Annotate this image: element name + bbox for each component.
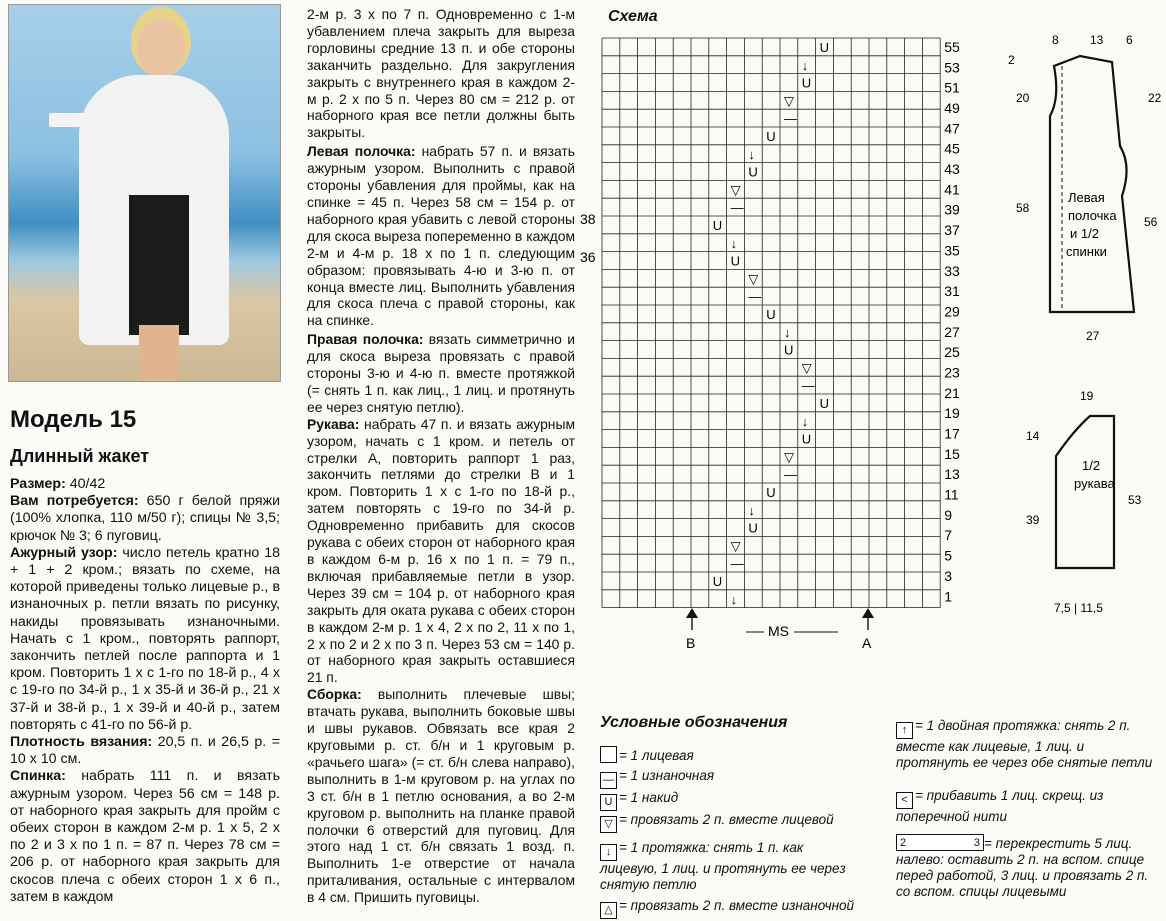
chart-stitch-symbol: U [766, 307, 776, 322]
chart-stitch-symbol: ▽ [730, 538, 741, 554]
pattern-paragraph: Ажурный узор: число петель кратно 18 + 1 + 2 кром.; вязать по схеме, на которой приведены только лицевые р., в изнаночных р. петли вязать по рисунку, накиды провязывать изнаночными. Начать с 1 кром., повторять раппорт, закончить петлей после раппорта и 1 кром. Повторить 1 х с 1-го по 18-й р., 4 х с 19-го по 34-й р., 1 х 35-й и 36-й р., 21 х 37-й и 38-й р., 1 х 39-й и 40-й р., затем повторять с 41-го по 56-й р. [10, 544, 281, 733]
row-label: 9 [944, 506, 952, 523]
sleeve-outline [1056, 416, 1114, 568]
front-shoulder-2: 2 [1008, 53, 1015, 67]
legend-cross: 2 3 = перекрестить 5 лиц. налево: оставить 2 п. на вспом. спице перед работой, 3 лиц. и провязать 2 п. со вспом. спицы лицевыми [896, 836, 1149, 899]
back-continued-paragraph: 2-м р. 3 х по 7 п. Одновременно с 1-м убавлением плеча закрыть для выреза горловины средние 13 п. и обе стороны заканчить раздельно. Для закругления закрыть с внутреннего края в каждом 2-м р. 2 х по 5 п. Через 80 см = 212 р. от наборного края все петли должны быть закрыты. [307, 6, 575, 141]
row-label: 19 [944, 405, 960, 422]
chart-stitch-symbol: U [730, 253, 740, 269]
chart-stitch-symbol: U [748, 520, 758, 536]
front-right-56: 56 [1144, 215, 1158, 229]
chart-stitch-symbol: ▽ [730, 182, 741, 198]
legend-k2tog: ▽ = провязать 2 п. вместе лицевой [600, 812, 834, 833]
row-label: 23 [944, 364, 960, 381]
row-label: 53 [944, 59, 960, 76]
sleeve-cap-14: 14 [1026, 429, 1040, 443]
legs-shape [139, 325, 179, 382]
front-label-1: Левая [1068, 190, 1105, 205]
chart-stitch-symbol: U [801, 431, 812, 447]
density-paragraph: Плотность вязания: 20,5 п. и 26,5 р. = 10 х 10 см. [10, 734, 280, 768]
row-label: 25 [944, 344, 960, 361]
row-label: 31 [944, 283, 960, 300]
sleeve-label-1: 1/2 [1082, 458, 1101, 473]
row-label-38: 38 [580, 211, 596, 227]
row-label: 27 [944, 323, 960, 340]
skirt-shape [129, 195, 189, 335]
sleeve-diagram [1010, 382, 1166, 622]
front-top-13: 13 [1090, 33, 1104, 47]
row-label: 39 [944, 201, 960, 218]
assembly-paragraph: Сборка: выполнить плечевые швы; втачать рукава, выполнить боковые швы и швы рукавов. Обвязать все края 2 круговыми р. ст. б/н и 1 круговым р. «рачьего шага» (= ст. б/н слева направо), выполнить в 1-м круговом р. на углах по 3 ст. б/н в 1 петлю основания, а во 2-м круговом р. выполнить на планке правой полочки 6 отверстий для пуговиц. Для этого над 1 ст. б/н связать 1 возд. п. Выполнить 1-е отверстие от начала приталивания, остальные с интервалом в 4 см. Пришить пуговицы. [307, 686, 575, 906]
increase-icon: < [896, 792, 913, 809]
sleeve-top-19: 19 [1080, 389, 1094, 403]
row-label: 21 [944, 384, 960, 401]
legend-purl: — = 1 изнаночная [600, 768, 714, 789]
row-label: 7 [944, 527, 952, 544]
sleeve-left-39: 39 [1026, 513, 1040, 527]
legend-p2tog: △ = провязать 2 п. вместе изнаночной [600, 898, 854, 919]
chart-stitch-symbol: — [730, 200, 744, 216]
arrow-a-head [862, 608, 874, 618]
legend-knit: = 1 лицевая [600, 746, 694, 764]
legend-title: Условные обозначения [600, 714, 788, 731]
chart-stitch-symbol: — [801, 378, 815, 394]
size-paragraph: Размер: 40/42 [10, 476, 106, 492]
chart-stitch-symbol: U [766, 129, 776, 144]
chart-stitch-symbol: U [819, 396, 829, 411]
model-subtitle: Длинный жакет [10, 446, 150, 466]
row-label: 13 [944, 466, 960, 483]
ssk-icon: ↓ [600, 844, 617, 861]
chart-grid [602, 38, 940, 608]
row-label: 17 [944, 425, 960, 442]
chart-stitch-symbol: ↓ [730, 591, 738, 607]
chart-stitch-symbol: ▽ [801, 360, 812, 376]
chart-stitch-symbol: ▽ [748, 271, 759, 287]
left-front-paragraph: Левая полочка: набрать 57 п. и вязать ажурным узором. Выполнить с правой стороны убавления для проймы, как на спинке = 45 п. Через 58 см = 154 р. от наборного края убавить с левой стороны для скоса выреза попеременно в каждом 2-м и 4-м р. 18 х по 1 п. следующим образом: провязывать 4-ю и 3-ю п. от конца вместе лиц. Выполнить убавления для скоса плеча с правой стороны, как на спинке. [307, 143, 575, 329]
cross-5-icon: 2 3 [896, 834, 984, 851]
sleeves-paragraph: Рукава: набрать 47 п. и вязать ажурным узором, начать с 1 кром. и петель от стрелки А, повторить раппорт 1 раз, закончить петлями до стрелки В и 1 кром. Повторить 1 х с 1-го по 18-й р., затем повторять с 19-го по 34-й р. Одновременно прибавить для скосов рукава с обеих сторон от наборного края в каждом 6-м р. 16 х по 1 п. = 79 п., включая прибавляемые петли в узор. Через 39 см = 104 р. от наборного края закрыть для оката рукава с обеих сторон в каждом 2-м р. 1 х 4, 2 х по 2, 11 х по 1, 2 х по 2 и 2 х по 3 п. Через 53 см = 140 р. от наборного края закрыть оставшиеся 21 п. [307, 415, 575, 686]
row-label: 3 [944, 567, 952, 584]
instructions-column-1 [10, 476, 280, 906]
front-bottom-27: 27 [1086, 329, 1100, 343]
chart-stitch-symbol: ↓ [748, 502, 755, 518]
sleeve-right-53: 53 [1128, 493, 1142, 507]
materials-paragraph: Вам потребуется: 650 г белой пряжи (100% хлопка, 110 м/50 г); спицы № 3,5; крючок № 3; 6 пуговиц. [10, 493, 280, 544]
chart-stitch-symbol: U [748, 164, 758, 180]
chart-stitch-symbol: — [784, 111, 797, 127]
knit-icon [600, 746, 617, 763]
chart-stitch-symbol: U [712, 574, 723, 589]
front-left-58: 58 [1016, 201, 1030, 215]
chart-stitch-symbol: U [766, 485, 776, 500]
schema-title: Схема [608, 8, 658, 25]
double-ssk-icon: ↑ [896, 722, 913, 739]
row-label: 51 [944, 79, 960, 96]
arrow-b-head [686, 608, 698, 618]
chart-stitch-symbol: ↓ [730, 235, 738, 251]
front-piece-diagram [1004, 26, 1166, 346]
chart-stitch-symbol: ▽ [784, 449, 794, 465]
right-front-paragraph: Правая полочка: вязать симметрично и для скоса выреза провязать с правой стороны 3-ю и 4-ю п. вместе протяжкой (= снять 1 п. как лиц., 1 лиц. и протянуть ее через снятую петлю). [307, 331, 575, 415]
chart-row-labels [944, 39, 960, 604]
ms-label: MS [768, 623, 789, 639]
row-label: 41 [944, 181, 960, 198]
row-label: 45 [944, 140, 960, 157]
front-top-8: 8 [1052, 33, 1059, 47]
arrow-b-label: B [686, 635, 696, 651]
front-outline [1050, 56, 1134, 312]
purl-icon: — [600, 772, 617, 789]
legend-yarnover: U = 1 накид [600, 790, 678, 811]
row-label: 29 [944, 303, 960, 320]
chart-symbols [713, 40, 829, 607]
back-paragraph: Спинка: набрать 111 п. и вязать ажурным узором. Через 56 см = 148 р. от наборного края закрыть для пройм с обеих сторон в каждом 2-м р. 1 х 5, 2 х по 2 и 3 х по 1 п. = 87 п. Через 78 см = 206 р. от наборного края закрыть для скосов плеча с обеих сторон 1 х 6 п., затем в каждом [10, 768, 280, 905]
row-label: 37 [944, 222, 960, 239]
sleeve-bottom: 7,5 | 11,5 [1054, 601, 1103, 615]
chart-stitch-symbol: U [819, 40, 829, 55]
chart-stitch-symbol: ↓ [784, 324, 791, 340]
row-label-36: 36 [580, 249, 596, 265]
chart-stitch-symbol: ↓ [801, 413, 809, 429]
chart-stitch-symbol: — [730, 556, 744, 572]
row-label: 55 [944, 39, 960, 55]
model-title: Модель 15 [10, 406, 137, 433]
model-photo [8, 4, 281, 382]
row-label: 11 [944, 486, 959, 503]
row-label: 35 [944, 242, 960, 259]
row-label: 15 [944, 445, 960, 462]
front-right-22: 22 [1148, 91, 1162, 105]
front-label-2: полочка [1068, 208, 1117, 223]
chart-stitch-symbol: ▽ [784, 93, 794, 109]
chart-stitch-symbol: — [748, 289, 762, 305]
row-label: 49 [944, 100, 960, 117]
front-label-4: спинки [1066, 244, 1107, 259]
front-label-3: и 1/2 [1070, 226, 1099, 241]
chart-stitch-symbol: U [784, 342, 794, 358]
legend-ssk: ↓ = 1 протяжка: снять 1 п. как лицевую, 1 лиц. и протянуть ее через снятую петлю [600, 840, 846, 892]
k2tog-icon: ▽ [600, 816, 617, 833]
legend-increase: < = прибавить 1 лиц. скрещ. из поперечной нити [896, 788, 1104, 824]
row-label: 33 [944, 262, 960, 279]
row-label: 5 [944, 547, 952, 564]
chart-stitch-symbol: U [712, 218, 723, 233]
row-label: 43 [944, 161, 960, 178]
chart-stitch-symbol: ↓ [748, 146, 755, 162]
model-head [137, 19, 185, 77]
p2tog-icon: △ [600, 902, 617, 919]
knitting-chart [578, 28, 998, 658]
sleeve-label-2: рукава [1074, 476, 1115, 491]
chart-stitch-symbol: ↓ [801, 57, 809, 73]
front-left-20: 20 [1016, 91, 1030, 105]
legend-double-ssk: ↑ = 1 двойная протяжка: снять 2 п. вместе как лицевые, 1 лиц. и протянуть ее через обе снятые петли [896, 718, 1153, 770]
row-label: 47 [944, 120, 960, 137]
instructions-column-2 [307, 6, 575, 906]
chart-stitch-symbol: U [801, 75, 812, 91]
front-top-6: 6 [1126, 33, 1133, 47]
chart-stitch-symbol: — [784, 467, 797, 483]
row-label: 1 [944, 588, 952, 605]
yarn-over-icon: U [600, 794, 617, 811]
arrow-a-label: A [862, 635, 872, 651]
